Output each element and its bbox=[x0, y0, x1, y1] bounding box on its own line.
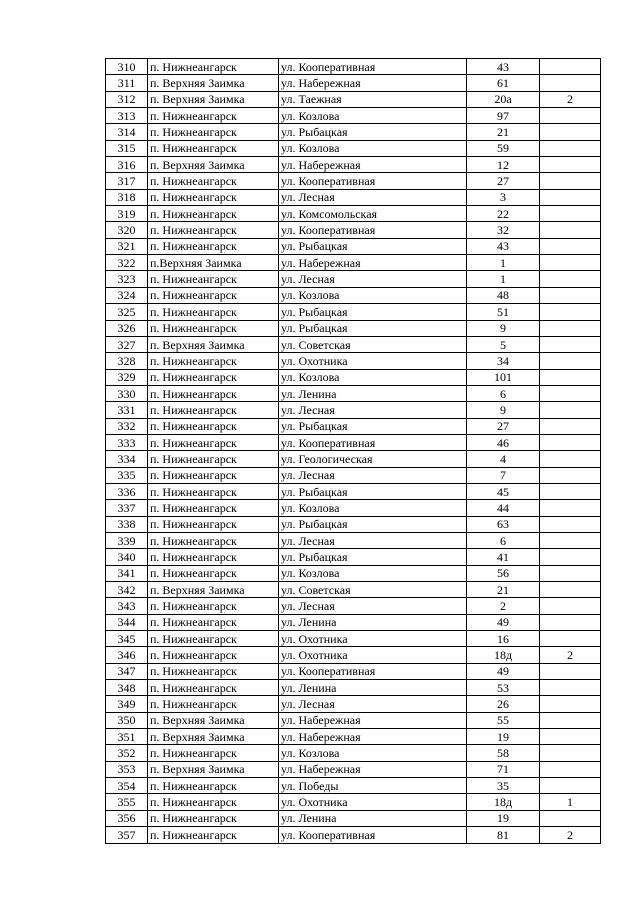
row-number-cell: 338 bbox=[106, 516, 148, 532]
settlement-cell: п. Верхняя Заимка bbox=[148, 91, 279, 107]
extra-value-cell bbox=[540, 304, 601, 320]
extra-value-cell bbox=[540, 696, 601, 712]
street-cell: ул. Охотника bbox=[279, 794, 467, 810]
settlement-cell: п. Нижнеангарск bbox=[148, 206, 279, 222]
settlement-cell: п.Верхняя Заимка bbox=[148, 255, 279, 271]
street-cell: ул. Ленина bbox=[279, 614, 467, 630]
table-row bbox=[106, 369, 601, 385]
row-number-cell: 324 bbox=[106, 287, 148, 303]
table-row bbox=[106, 206, 601, 222]
house-number-cell: 6 bbox=[467, 532, 540, 548]
house-number-cell: 81 bbox=[467, 827, 540, 843]
house-number-cell: 56 bbox=[467, 565, 540, 581]
extra-value-cell bbox=[540, 451, 601, 467]
settlement-cell: п. Нижнеангарск bbox=[148, 663, 279, 679]
row-number-cell: 347 bbox=[106, 663, 148, 679]
settlement-cell: п. Нижнеангарск bbox=[148, 516, 279, 532]
settlement-cell: п. Нижнеангарск bbox=[148, 304, 279, 320]
address-table-body bbox=[106, 59, 601, 844]
extra-value-cell bbox=[540, 222, 601, 238]
table-row bbox=[106, 336, 601, 352]
settlement-cell: п. Нижнеангарск bbox=[148, 532, 279, 548]
row-number-cell: 353 bbox=[106, 761, 148, 777]
table-row bbox=[106, 434, 601, 450]
extra-value-cell bbox=[540, 336, 601, 352]
street-cell: ул. Козлова bbox=[279, 745, 467, 761]
row-number-cell: 346 bbox=[106, 647, 148, 663]
house-number-cell: 43 bbox=[467, 238, 540, 254]
settlement-cell: п. Нижнеангарск bbox=[148, 402, 279, 418]
settlement-cell: п. Нижнеангарск bbox=[148, 827, 279, 843]
house-number-cell: 16 bbox=[467, 631, 540, 647]
street-cell: ул. Козлова bbox=[279, 369, 467, 385]
settlement-cell: п. Нижнеангарск bbox=[148, 189, 279, 205]
row-number-cell: 336 bbox=[106, 483, 148, 499]
table-row bbox=[106, 402, 601, 418]
row-number-cell: 325 bbox=[106, 304, 148, 320]
row-number-cell: 350 bbox=[106, 712, 148, 728]
extra-value-cell bbox=[540, 353, 601, 369]
settlement-cell: п. Нижнеангарск bbox=[148, 778, 279, 794]
extra-value-cell bbox=[540, 369, 601, 385]
row-number-cell: 319 bbox=[106, 206, 148, 222]
extra-value-cell bbox=[540, 124, 601, 140]
street-cell: ул. Козлова bbox=[279, 140, 467, 156]
extra-value-cell bbox=[540, 271, 601, 287]
street-cell: ул. Козлова bbox=[279, 500, 467, 516]
table-row bbox=[106, 712, 601, 728]
street-cell: ул. Рыбацкая bbox=[279, 418, 467, 434]
house-number-cell: 41 bbox=[467, 549, 540, 565]
house-number-cell: 63 bbox=[467, 516, 540, 532]
house-number-cell: 20а bbox=[467, 91, 540, 107]
house-number-cell: 59 bbox=[467, 140, 540, 156]
settlement-cell: п. Нижнеангарск bbox=[148, 500, 279, 516]
street-cell: ул. Рыбацкая bbox=[279, 124, 467, 140]
extra-value-cell bbox=[540, 418, 601, 434]
street-cell: ул. Козлова bbox=[279, 108, 467, 124]
house-number-cell: 27 bbox=[467, 173, 540, 189]
table-row bbox=[106, 582, 601, 598]
table-row bbox=[106, 565, 601, 581]
settlement-cell: п. Нижнеангарск bbox=[148, 140, 279, 156]
row-number-cell: 356 bbox=[106, 810, 148, 826]
settlement-cell: п. Верхняя Заимка bbox=[148, 157, 279, 173]
street-cell: ул. Охотника bbox=[279, 647, 467, 663]
extra-value-cell bbox=[540, 712, 601, 728]
house-number-cell: 5 bbox=[467, 336, 540, 352]
street-cell: ул. Набережная bbox=[279, 75, 467, 91]
settlement-cell: п. Нижнеангарск bbox=[148, 385, 279, 401]
settlement-cell: п. Нижнеангарск bbox=[148, 108, 279, 124]
house-number-cell: 6 bbox=[467, 385, 540, 401]
extra-value-cell bbox=[540, 778, 601, 794]
house-number-cell: 9 bbox=[467, 320, 540, 336]
extra-value-cell bbox=[540, 761, 601, 777]
street-cell: ул. Рыбацкая bbox=[279, 304, 467, 320]
table-row bbox=[106, 549, 601, 565]
extra-value-cell bbox=[540, 598, 601, 614]
table-row bbox=[106, 598, 601, 614]
row-number-cell: 329 bbox=[106, 369, 148, 385]
table-row bbox=[106, 271, 601, 287]
street-cell: ул. Набережная bbox=[279, 157, 467, 173]
extra-value-cell bbox=[540, 680, 601, 696]
settlement-cell: п. Нижнеангарск bbox=[148, 173, 279, 189]
house-number-cell: 46 bbox=[467, 434, 540, 450]
street-cell: ул. Лесная bbox=[279, 271, 467, 287]
settlement-cell: п. Нижнеангарск bbox=[148, 451, 279, 467]
street-cell: ул. Козлова bbox=[279, 565, 467, 581]
extra-value-cell bbox=[540, 532, 601, 548]
table-row bbox=[106, 91, 601, 107]
table-row bbox=[106, 287, 601, 303]
row-number-cell: 317 bbox=[106, 173, 148, 189]
street-cell: ул. Ленина bbox=[279, 385, 467, 401]
house-number-cell: 22 bbox=[467, 206, 540, 222]
street-cell: ул. Лесная bbox=[279, 598, 467, 614]
house-number-cell: 51 bbox=[467, 304, 540, 320]
settlement-cell: п. Нижнеангарск bbox=[148, 549, 279, 565]
table-row bbox=[106, 761, 601, 777]
house-number-cell: 19 bbox=[467, 729, 540, 745]
settlement-cell: п. Нижнеангарск bbox=[148, 745, 279, 761]
extra-value-cell bbox=[540, 500, 601, 516]
settlement-cell: п. Верхняя Заимка bbox=[148, 582, 279, 598]
house-number-cell: 9 bbox=[467, 402, 540, 418]
settlement-cell: п. Нижнеангарск bbox=[148, 565, 279, 581]
street-cell: ул. Победы bbox=[279, 778, 467, 794]
settlement-cell: п. Нижнеангарск bbox=[148, 59, 279, 75]
table-row bbox=[106, 467, 601, 483]
extra-value-cell: 2 bbox=[540, 91, 601, 107]
extra-value-cell bbox=[540, 402, 601, 418]
house-number-cell: 32 bbox=[467, 222, 540, 238]
table-row bbox=[106, 173, 601, 189]
street-cell: ул. Комсомольская bbox=[279, 206, 467, 222]
house-number-cell: 19 bbox=[467, 810, 540, 826]
street-cell: ул. Таежная bbox=[279, 91, 467, 107]
settlement-cell: п. Нижнеангарск bbox=[148, 467, 279, 483]
row-number-cell: 310 bbox=[106, 59, 148, 75]
house-number-cell: 34 bbox=[467, 353, 540, 369]
extra-value-cell bbox=[540, 614, 601, 630]
extra-value-cell bbox=[540, 467, 601, 483]
table-row bbox=[106, 222, 601, 238]
extra-value-cell bbox=[540, 810, 601, 826]
row-number-cell: 322 bbox=[106, 255, 148, 271]
settlement-cell: п. Верхняя Заимка bbox=[148, 729, 279, 745]
street-cell: ул. Советская bbox=[279, 582, 467, 598]
extra-value-cell bbox=[540, 434, 601, 450]
house-number-cell: 35 bbox=[467, 778, 540, 794]
house-number-cell: 43 bbox=[467, 59, 540, 75]
table-row bbox=[106, 59, 601, 75]
house-number-cell: 21 bbox=[467, 582, 540, 598]
extra-value-cell bbox=[540, 157, 601, 173]
extra-value-cell bbox=[540, 59, 601, 75]
extra-value-cell bbox=[540, 745, 601, 761]
row-number-cell: 311 bbox=[106, 75, 148, 91]
settlement-cell: п. Верхняя Заимка bbox=[148, 761, 279, 777]
address-table bbox=[105, 58, 601, 844]
table-row bbox=[106, 385, 601, 401]
street-cell: ул. Кооперативная bbox=[279, 59, 467, 75]
house-number-cell: 1 bbox=[467, 271, 540, 287]
row-number-cell: 314 bbox=[106, 124, 148, 140]
extra-value-cell bbox=[540, 238, 601, 254]
settlement-cell: п. Верхняя Заимка bbox=[148, 75, 279, 91]
row-number-cell: 337 bbox=[106, 500, 148, 516]
extra-value-cell bbox=[540, 75, 601, 91]
extra-value-cell bbox=[540, 189, 601, 205]
street-cell: ул. Набережная bbox=[279, 729, 467, 745]
table-row bbox=[106, 696, 601, 712]
street-cell: ул. Набережная bbox=[279, 712, 467, 728]
row-number-cell: 316 bbox=[106, 157, 148, 173]
table-row bbox=[106, 500, 601, 516]
house-number-cell: 12 bbox=[467, 157, 540, 173]
row-number-cell: 320 bbox=[106, 222, 148, 238]
row-number-cell: 357 bbox=[106, 827, 148, 843]
row-number-cell: 315 bbox=[106, 140, 148, 156]
table-row bbox=[106, 729, 601, 745]
table-row bbox=[106, 810, 601, 826]
house-number-cell: 48 bbox=[467, 287, 540, 303]
row-number-cell: 354 bbox=[106, 778, 148, 794]
extra-value-cell bbox=[540, 108, 601, 124]
row-number-cell: 330 bbox=[106, 385, 148, 401]
extra-value-cell bbox=[540, 729, 601, 745]
street-cell: ул. Кооперативная bbox=[279, 663, 467, 679]
street-cell: ул. Набережная bbox=[279, 761, 467, 777]
extra-value-cell: 1 bbox=[540, 794, 601, 810]
settlement-cell: п. Нижнеангарск bbox=[148, 614, 279, 630]
house-number-cell: 18д bbox=[467, 647, 540, 663]
street-cell: ул. Кооперативная bbox=[279, 222, 467, 238]
street-cell: ул. Рыбацкая bbox=[279, 238, 467, 254]
house-number-cell: 58 bbox=[467, 745, 540, 761]
extra-value-cell bbox=[540, 631, 601, 647]
row-number-cell: 341 bbox=[106, 565, 148, 581]
street-cell: ул. Лесная bbox=[279, 402, 467, 418]
extra-value-cell bbox=[540, 140, 601, 156]
house-number-cell: 71 bbox=[467, 761, 540, 777]
house-number-cell: 101 bbox=[467, 369, 540, 385]
house-number-cell: 55 bbox=[467, 712, 540, 728]
table-row bbox=[106, 663, 601, 679]
table-row bbox=[106, 483, 601, 499]
street-cell: ул. Рыбацкая bbox=[279, 320, 467, 336]
settlement-cell: п. Нижнеангарск bbox=[148, 418, 279, 434]
settlement-cell: п. Нижнеангарск bbox=[148, 631, 279, 647]
street-cell: ул. Лесная bbox=[279, 696, 467, 712]
house-number-cell: 7 bbox=[467, 467, 540, 483]
row-number-cell: 332 bbox=[106, 418, 148, 434]
table-row bbox=[106, 124, 601, 140]
street-cell: ул. Лесная bbox=[279, 467, 467, 483]
house-number-cell: 18д bbox=[467, 794, 540, 810]
row-number-cell: 348 bbox=[106, 680, 148, 696]
house-number-cell: 61 bbox=[467, 75, 540, 91]
table-row bbox=[106, 631, 601, 647]
extra-value-cell bbox=[540, 320, 601, 336]
street-cell: ул. Лесная bbox=[279, 532, 467, 548]
table-row bbox=[106, 75, 601, 91]
table-row bbox=[106, 778, 601, 794]
row-number-cell: 335 bbox=[106, 467, 148, 483]
row-number-cell: 331 bbox=[106, 402, 148, 418]
table-row bbox=[106, 451, 601, 467]
house-number-cell: 2 bbox=[467, 598, 540, 614]
row-number-cell: 312 bbox=[106, 91, 148, 107]
row-number-cell: 345 bbox=[106, 631, 148, 647]
street-cell: ул. Лесная bbox=[279, 189, 467, 205]
settlement-cell: п. Нижнеангарск bbox=[148, 696, 279, 712]
table-row bbox=[106, 794, 601, 810]
row-number-cell: 326 bbox=[106, 320, 148, 336]
street-cell: ул. Кооперативная bbox=[279, 173, 467, 189]
settlement-cell: п. Нижнеангарск bbox=[148, 483, 279, 499]
house-number-cell: 49 bbox=[467, 663, 540, 679]
table-row bbox=[106, 140, 601, 156]
row-number-cell: 343 bbox=[106, 598, 148, 614]
row-number-cell: 323 bbox=[106, 271, 148, 287]
settlement-cell: п. Нижнеангарск bbox=[148, 353, 279, 369]
extra-value-cell bbox=[540, 173, 601, 189]
row-number-cell: 318 bbox=[106, 189, 148, 205]
settlement-cell: п. Нижнеангарск bbox=[148, 271, 279, 287]
extra-value-cell bbox=[540, 206, 601, 222]
row-number-cell: 340 bbox=[106, 549, 148, 565]
house-number-cell: 49 bbox=[467, 614, 540, 630]
street-cell: ул. Козлова bbox=[279, 287, 467, 303]
house-number-cell: 3 bbox=[467, 189, 540, 205]
row-number-cell: 351 bbox=[106, 729, 148, 745]
house-number-cell: 26 bbox=[467, 696, 540, 712]
house-number-cell: 45 bbox=[467, 483, 540, 499]
row-number-cell: 321 bbox=[106, 238, 148, 254]
settlement-cell: п. Верхняя Заимка bbox=[148, 712, 279, 728]
row-number-cell: 342 bbox=[106, 582, 148, 598]
row-number-cell: 339 bbox=[106, 532, 148, 548]
row-number-cell: 334 bbox=[106, 451, 148, 467]
street-cell: ул. Рыбацкая bbox=[279, 483, 467, 499]
street-cell: ул. Геологическая bbox=[279, 451, 467, 467]
settlement-cell: п. Нижнеангарск bbox=[148, 238, 279, 254]
settlement-cell: п. Верхняя Заимка bbox=[148, 336, 279, 352]
row-number-cell: 328 bbox=[106, 353, 148, 369]
settlement-cell: п. Нижнеангарск bbox=[148, 222, 279, 238]
extra-value-cell bbox=[540, 549, 601, 565]
street-cell: ул. Ленина bbox=[279, 680, 467, 696]
row-number-cell: 327 bbox=[106, 336, 148, 352]
extra-value-cell bbox=[540, 582, 601, 598]
settlement-cell: п. Нижнеангарск bbox=[148, 680, 279, 696]
house-number-cell: 1 bbox=[467, 255, 540, 271]
street-cell: ул. Ленина bbox=[279, 810, 467, 826]
table-row bbox=[106, 745, 601, 761]
house-number-cell: 21 bbox=[467, 124, 540, 140]
row-number-cell: 352 bbox=[106, 745, 148, 761]
row-number-cell: 313 bbox=[106, 108, 148, 124]
table-row bbox=[106, 189, 601, 205]
house-number-cell: 4 bbox=[467, 451, 540, 467]
street-cell: ул. Кооперативная bbox=[279, 827, 467, 843]
settlement-cell: п. Нижнеангарск bbox=[148, 287, 279, 303]
table-row bbox=[106, 647, 601, 663]
row-number-cell: 349 bbox=[106, 696, 148, 712]
table-row bbox=[106, 304, 601, 320]
extra-value-cell bbox=[540, 565, 601, 581]
table-row bbox=[106, 516, 601, 532]
table-row bbox=[106, 108, 601, 124]
table-row bbox=[106, 238, 601, 254]
street-cell: ул. Рыбацкая bbox=[279, 549, 467, 565]
house-number-cell: 97 bbox=[467, 108, 540, 124]
settlement-cell: п. Нижнеангарск bbox=[148, 794, 279, 810]
extra-value-cell bbox=[540, 483, 601, 499]
extra-value-cell bbox=[540, 385, 601, 401]
table-row bbox=[106, 827, 601, 843]
house-number-cell: 44 bbox=[467, 500, 540, 516]
row-number-cell: 355 bbox=[106, 794, 148, 810]
extra-value-cell: 2 bbox=[540, 647, 601, 663]
settlement-cell: п. Нижнеангарск bbox=[148, 434, 279, 450]
row-number-cell: 344 bbox=[106, 614, 148, 630]
street-cell: ул. Охотника bbox=[279, 631, 467, 647]
house-number-cell: 53 bbox=[467, 680, 540, 696]
settlement-cell: п. Нижнеангарск bbox=[148, 369, 279, 385]
extra-value-cell bbox=[540, 663, 601, 679]
table-row bbox=[106, 255, 601, 271]
street-cell: ул. Набережная bbox=[279, 255, 467, 271]
street-cell: ул. Советская bbox=[279, 336, 467, 352]
table-row bbox=[106, 353, 601, 369]
table-row bbox=[106, 418, 601, 434]
settlement-cell: п. Нижнеангарск bbox=[148, 598, 279, 614]
settlement-cell: п. Нижнеангарск bbox=[148, 320, 279, 336]
street-cell: ул. Рыбацкая bbox=[279, 516, 467, 532]
extra-value-cell: 2 bbox=[540, 827, 601, 843]
extra-value-cell bbox=[540, 516, 601, 532]
settlement-cell: п. Нижнеангарск bbox=[148, 810, 279, 826]
settlement-cell: п. Нижнеангарск bbox=[148, 124, 279, 140]
table-row bbox=[106, 680, 601, 696]
settlement-cell: п. Нижнеангарск bbox=[148, 647, 279, 663]
row-number-cell: 333 bbox=[106, 434, 148, 450]
table-row bbox=[106, 157, 601, 173]
house-number-cell: 27 bbox=[467, 418, 540, 434]
table-row bbox=[106, 614, 601, 630]
table-row bbox=[106, 532, 601, 548]
extra-value-cell bbox=[540, 255, 601, 271]
table-row bbox=[106, 320, 601, 336]
street-cell: ул. Охотника bbox=[279, 353, 467, 369]
street-cell: ул. Кооперативная bbox=[279, 434, 467, 450]
extra-value-cell bbox=[540, 287, 601, 303]
